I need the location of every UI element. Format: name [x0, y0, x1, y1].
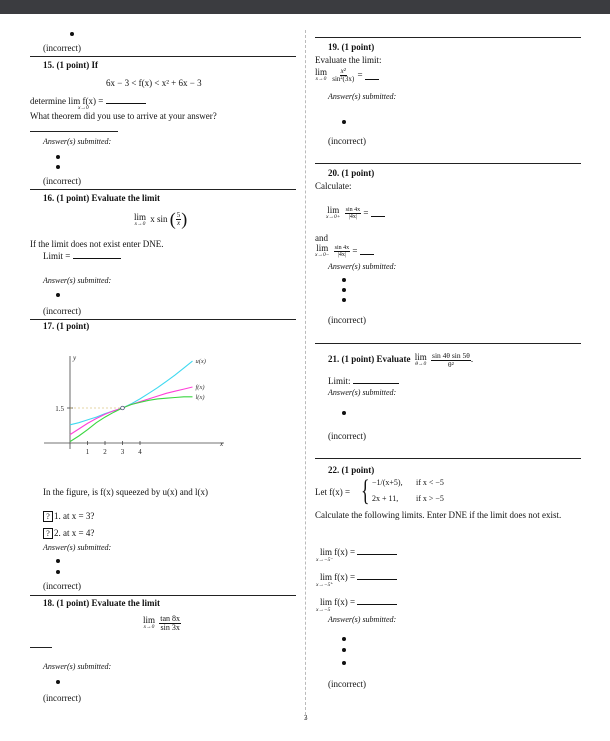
q22-case2-cond: if x > −5	[416, 494, 444, 503]
column-separator	[305, 30, 306, 720]
answer-bullet	[56, 165, 60, 169]
q19-frac-den: sin²(3x)	[332, 75, 355, 83]
q20-instruction: Calculate:	[315, 181, 352, 191]
q22-instruction: Calculate the following limits. Enter DNE if the limit does not exist.	[315, 510, 562, 520]
q20-frac-num: sin 4x	[345, 206, 361, 213]
q20-frac-den: |4x|	[337, 251, 347, 258]
legend-label-l: l(x)	[195, 393, 205, 401]
q16-lim-sub: x→0	[134, 220, 146, 227]
q21-frac-den: θ²	[448, 359, 454, 369]
y-axis-label: y	[73, 354, 77, 362]
q20-lim-sub-plus: x→0+	[326, 214, 341, 220]
q18-fraction	[159, 615, 181, 632]
q20-header: 20. (1 point)	[328, 168, 375, 178]
q21-lim-sub: θ→0	[415, 360, 427, 367]
answer-bullet	[56, 559, 60, 563]
q20-answer-blank-plus[interactable]	[371, 209, 385, 217]
equals-sign: =	[352, 245, 358, 256]
q15-determine-text: determine lim f(x) =	[30, 96, 104, 106]
q17-part2-dropdown[interactable]: ?	[43, 528, 53, 539]
q20-lim-word: lim	[316, 243, 329, 253]
status-incorrect: (incorrect)	[328, 136, 366, 146]
answer-bullet	[342, 278, 346, 282]
x-tick-label: 1	[85, 448, 90, 456]
q17-part1	[43, 511, 94, 522]
q15-answer-blank[interactable]	[106, 96, 146, 104]
q18-frac-num: tan 8x	[160, 614, 181, 623]
q19-lim	[315, 68, 327, 83]
q22-brace: {	[361, 474, 370, 507]
status-incorrect: (incorrect)	[328, 679, 366, 689]
q22-lim3-expr: lim f(x) =	[320, 597, 356, 607]
q20-expression-left	[315, 244, 374, 259]
q21-limit-row	[328, 376, 399, 387]
q21-answer-blank[interactable]	[353, 376, 399, 384]
q17-squeeze-text: In the figure, is f(x) squeezed by u(x) and l(x)	[43, 487, 208, 497]
divider	[30, 319, 296, 320]
q16-dne-note: If the limit does not exist enter DNE.	[30, 239, 164, 249]
q21-limit-label: Limit:	[328, 376, 351, 386]
equals-sign: =	[357, 69, 363, 80]
q21-period: .	[470, 354, 474, 365]
q18-answer-blank[interactable]	[30, 647, 52, 648]
q20-lim-plus	[326, 206, 340, 221]
q16-frac-num: 5	[176, 211, 181, 220]
q16-lim-word: lim	[134, 211, 147, 222]
q17-part2-text: 2. at x = 4?	[54, 528, 95, 538]
q20-fraction	[334, 245, 351, 258]
q20-and: and	[315, 233, 328, 243]
q17-part1-text: 1. at x = 3?	[54, 511, 95, 521]
x-axis-label: x	[220, 440, 224, 448]
answer-bullet	[342, 120, 346, 124]
answer-bullet	[56, 293, 60, 297]
q16-answer-blank[interactable]	[73, 251, 121, 259]
q16-lim	[134, 213, 146, 228]
x-tick-label: 3	[120, 448, 125, 456]
q18-expression	[143, 615, 181, 632]
q17-header: 17. (1 point)	[43, 321, 90, 331]
q22-header: 22. (1 point)	[328, 465, 375, 475]
q15-theorem-blank[interactable]	[30, 131, 118, 132]
q16-frac-den: x	[176, 219, 181, 228]
q18-frac-den: sin 3x	[160, 623, 180, 632]
q18-lim-word: lim	[143, 615, 156, 626]
status-incorrect: (incorrect)	[43, 306, 81, 316]
q16-header: 16. (1 point) Evaluate the limit	[43, 193, 160, 203]
q20-frac-den: |4x|	[348, 213, 358, 220]
q20-lim-word: lim	[327, 205, 340, 215]
q19-lim-word: lim	[315, 67, 328, 78]
q21-header: 21. (1 point) Evaluate	[328, 354, 411, 365]
legend-label-u: u(x)	[195, 358, 206, 366]
q18-lim-sub: x→0	[143, 624, 155, 631]
status-incorrect: (incorrect)	[43, 43, 81, 53]
q15-inequality: 6x − 3 < f(x) < x² + 6x − 3	[106, 78, 202, 88]
status-incorrect: (incorrect)	[328, 431, 366, 441]
status-incorrect: (incorrect)	[43, 693, 81, 703]
q16-expression	[134, 210, 187, 230]
q17-part1-dropdown[interactable]: ?	[43, 511, 53, 522]
q22-limit3	[320, 597, 397, 608]
divider	[315, 458, 581, 459]
q16-limit-row	[43, 251, 121, 262]
q16-limit-label: Limit =	[43, 251, 71, 261]
q18-header: 18. (1 point) Evaluate the limit	[43, 598, 160, 608]
x-tick-label: 2	[103, 448, 107, 456]
answers-submitted-label: Answer(s) submitted:	[43, 662, 112, 671]
q22-case2-expr: 2x + 11,	[372, 494, 399, 503]
answer-bullet	[56, 155, 60, 159]
q19-fraction	[331, 68, 355, 83]
answer-bullet	[70, 32, 74, 36]
chart-series	[70, 361, 193, 442]
status-incorrect: (incorrect)	[43, 581, 81, 591]
q21-lim-word: lim	[414, 351, 427, 362]
q16-expr-body: x sin	[150, 213, 168, 224]
answer-bullet	[342, 288, 346, 292]
q21-frac-num: sin 4θ sin 5θ	[432, 351, 470, 360]
answers-submitted-label: Answer(s) submitted:	[328, 92, 397, 101]
answer-bullet	[342, 298, 346, 302]
answer-bullet	[342, 411, 346, 415]
q22-answer-blank-1[interactable]	[357, 547, 397, 555]
x-tick-label: 4	[138, 448, 142, 456]
q17-squeeze-chart	[42, 350, 230, 460]
status-incorrect: (incorrect)	[328, 315, 366, 325]
series-u-line	[70, 361, 193, 425]
equals-sign: =	[363, 207, 369, 218]
q19-frac-num: x²	[340, 67, 346, 75]
q21-expression	[328, 352, 473, 368]
answer-bullet	[342, 661, 346, 665]
q21-lim	[415, 353, 427, 368]
divider	[30, 56, 296, 57]
q22-answer-blank-2[interactable]	[357, 572, 397, 580]
q22-lim1-sub: x→−5⁻	[316, 557, 334, 563]
chart-labels	[55, 354, 224, 456]
answers-submitted-label: Answer(s) submitted:	[328, 262, 397, 271]
q22-let: Let f(x) =	[315, 487, 351, 497]
q15-theorem-question: What theorem did you use to arrive at your answer?	[30, 111, 217, 121]
paren-right: )	[181, 209, 188, 229]
legend-label-f: f(x)	[195, 384, 205, 391]
answers-submitted-label: Answer(s) submitted:	[43, 543, 112, 552]
q19-header: 19. (1 point)	[328, 42, 375, 52]
series-f-line	[70, 387, 193, 435]
divider	[315, 163, 581, 164]
q20-lim-sub-minus: x→0−	[315, 252, 330, 258]
q20-answer-blank-minus[interactable]	[360, 247, 374, 255]
answers-submitted-label: Answer(s) submitted:	[43, 276, 112, 285]
q22-lim2-sub: x→−5⁺	[316, 582, 334, 588]
q22-lim1-expr: lim f(x) =	[320, 547, 356, 557]
q19-lim-sub: x→0	[315, 76, 327, 83]
answers-submitted-label: Answer(s) submitted:	[328, 388, 397, 397]
q20-expression-right	[326, 206, 385, 221]
q19-expression	[315, 68, 379, 83]
answers-submitted-label: Answer(s) submitted:	[328, 615, 397, 624]
divider	[30, 189, 296, 190]
q20-frac-num: sin 4x	[334, 244, 350, 251]
answer-bullet	[342, 637, 346, 641]
q15-lim-sub: x→0	[78, 105, 89, 111]
q19-answer-blank[interactable]	[365, 72, 379, 80]
q22-case1-cond: if x < −5	[416, 478, 444, 487]
answers-submitted-label: Answer(s) submitted:	[43, 137, 112, 146]
answer-bullet	[342, 648, 346, 652]
q15-header: 15. (1 point) If	[43, 60, 99, 70]
q20-fraction	[345, 207, 362, 220]
divider	[315, 37, 581, 38]
q21-fraction	[431, 351, 474, 369]
q19-instruction: Evaluate the limit:	[315, 55, 382, 65]
answer-bullet	[56, 570, 60, 574]
q22-lim2-expr: lim f(x) =	[320, 572, 356, 582]
page-number: 3	[304, 714, 308, 722]
paren-left: (	[169, 209, 176, 229]
q17-part2	[43, 528, 94, 539]
q20-lim-minus	[315, 244, 329, 259]
q22-lim3-sub: x→−5	[316, 607, 331, 613]
q22-answer-blank-3[interactable]	[357, 597, 397, 605]
status-incorrect: (incorrect)	[43, 176, 81, 186]
q22-case1-expr: −1/(x+5),	[372, 478, 403, 487]
answer-bullet	[56, 680, 60, 684]
divider	[30, 595, 296, 596]
y-tick-label: 1.5	[55, 405, 64, 413]
q18-lim	[143, 616, 155, 631]
divider	[315, 343, 581, 344]
viewer-toolbar	[0, 0, 610, 14]
intersection-point	[121, 406, 125, 410]
